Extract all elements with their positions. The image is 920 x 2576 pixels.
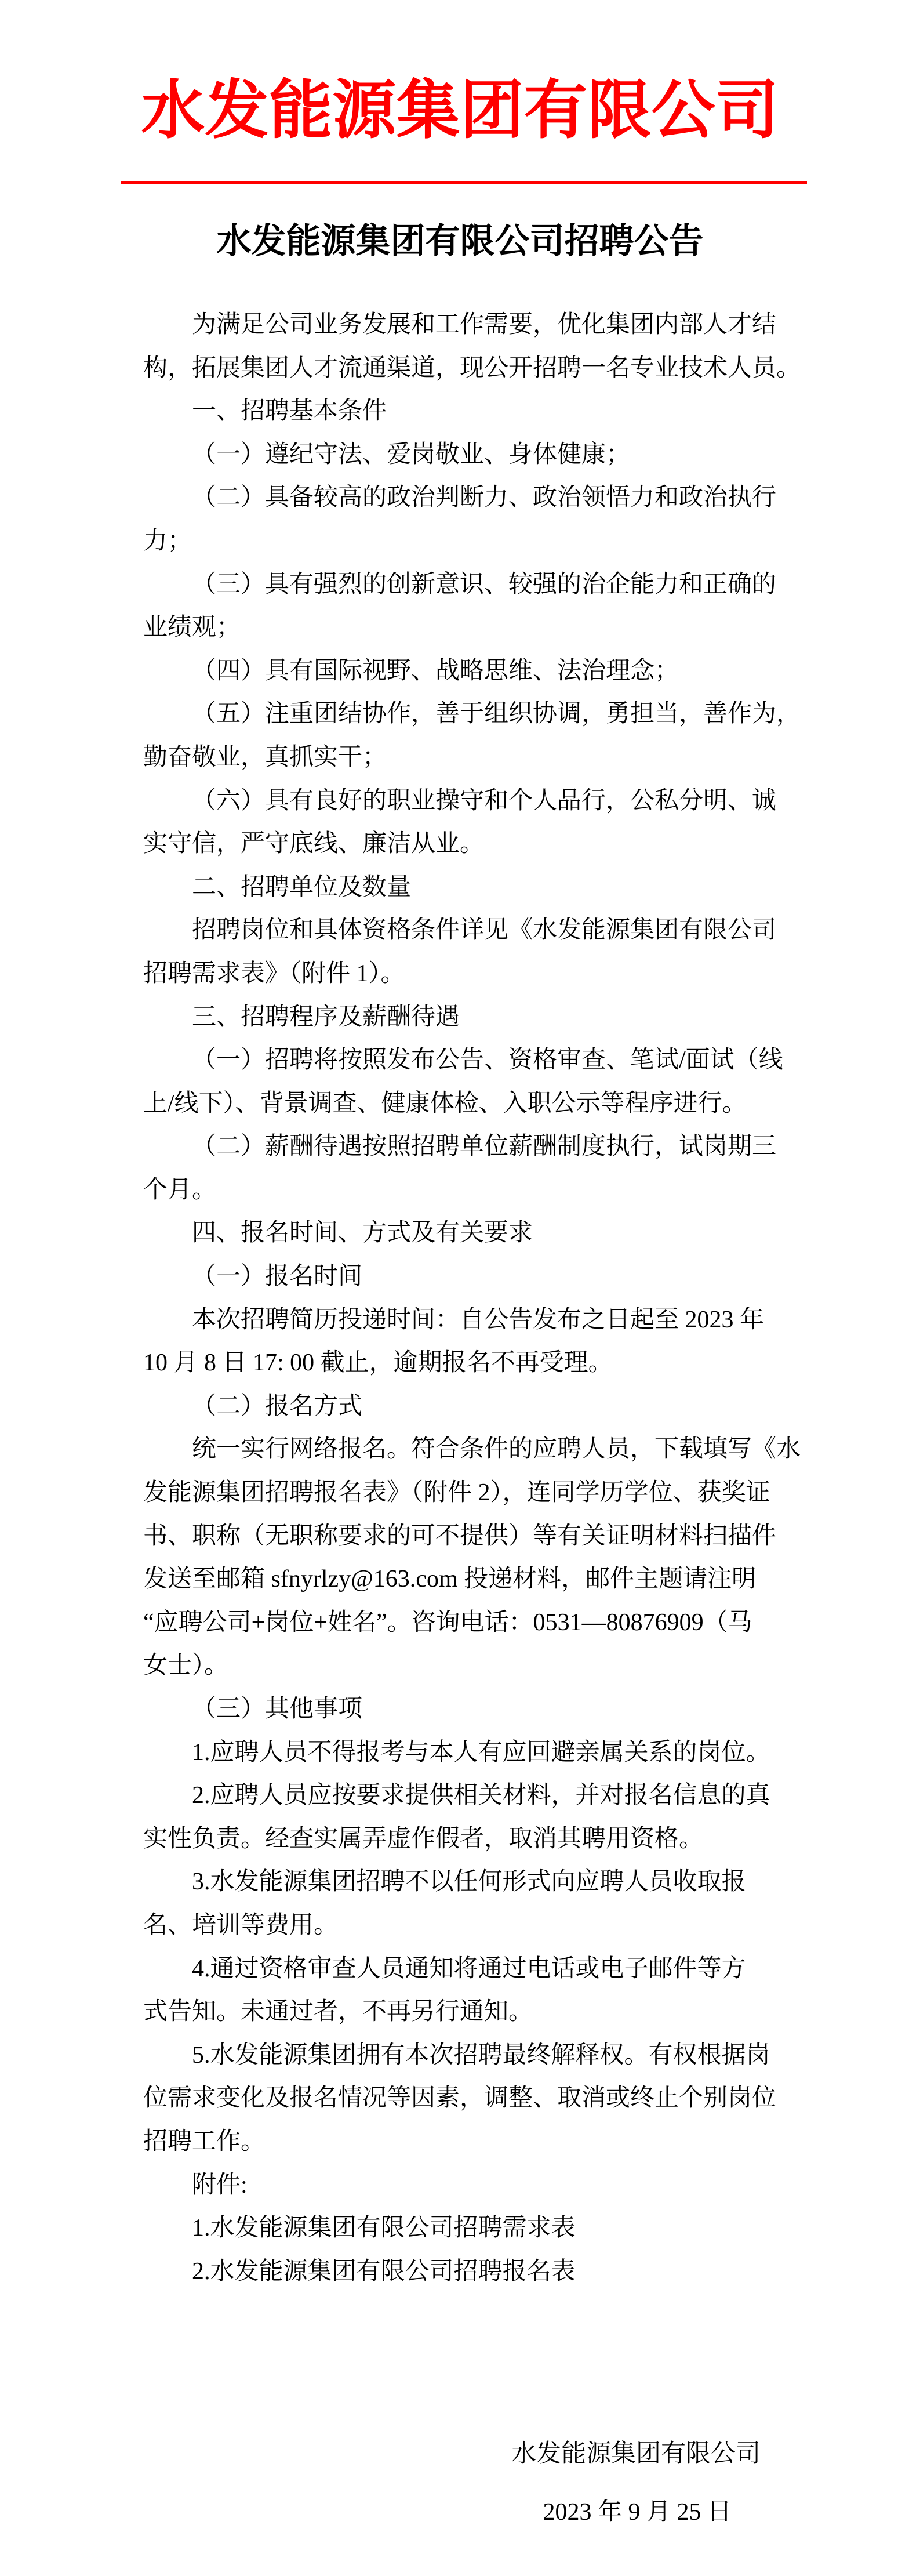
body-line: 招聘工作。 bbox=[143, 2128, 266, 2155]
body-line: 构，拓展集团人才流通渠道，现公开招聘一名专业技术人员。 bbox=[143, 354, 801, 382]
body-line: 招聘岗位和具体资格条件详见《水发能源集团有限公司 bbox=[192, 917, 777, 944]
body-line: （二）报名方式 bbox=[192, 1392, 363, 1420]
body-line: 2.水发能源集团有限公司招聘报名表 bbox=[192, 2258, 576, 2285]
body-line: （五）注重团结协作，善于组织协调，勇担当，善作为， bbox=[192, 701, 801, 728]
body-line: 1.应聘人员不得报考与本人有应回避亲属关系的岗位。 bbox=[192, 1739, 770, 1766]
body-line: （二）薪酬待遇按照招聘单位薪酬制度执行，试岗期三 bbox=[192, 1133, 777, 1160]
body-line: 二、招聘单位及数量 bbox=[192, 873, 412, 901]
body-line: 发送至邮箱 sfnyrlzy@163.com 投递材料，邮件主题请注明 bbox=[143, 1566, 757, 1593]
body-line: “应聘公司+岗位+姓名”。咨询电话：0531—80876909（马 bbox=[143, 1609, 752, 1636]
body-line: （六）具有良好的职业操守和个人品行，公私分明、诚 bbox=[192, 787, 777, 814]
body-line: 1.水发能源集团有限公司招聘需求表 bbox=[192, 2215, 576, 2242]
body-line: 书、职称（无职称要求的可不提供）等有关证明材料扫描件 bbox=[143, 1522, 777, 1550]
body-line: 四、报名时间、方式及有关要求 bbox=[192, 1220, 533, 1247]
body-line: 业绩观； bbox=[143, 614, 241, 641]
body-line: 10 月 8 日 17: 00 截止，逾期报名不再受理。 bbox=[143, 1349, 613, 1377]
signature-company: 水发能源集团有限公司 bbox=[511, 2440, 761, 2468]
body-line: 招聘需求表》（附件 1）。 bbox=[143, 960, 405, 987]
body-line: 名、培训等费用。 bbox=[143, 1911, 339, 1939]
body-line: （一）报名时间 bbox=[192, 1263, 363, 1290]
body-line: 实守信，严守底线、廉洁从业。 bbox=[143, 830, 485, 858]
body-line: 力； bbox=[143, 527, 192, 554]
body-line: 勤奋敬业，真抓实干； bbox=[143, 743, 387, 771]
body-line: （三）具有强烈的创新意识、较强的治企能力和正确的 bbox=[192, 571, 777, 598]
body-line: 一、招聘基本条件 bbox=[192, 398, 387, 425]
body-line: 本次招聘简历投递时间：自公告发布之日起至 2023 年 bbox=[192, 1306, 765, 1333]
body-line: （二）具备较高的政治判断力、政治领悟力和政治执行 bbox=[192, 484, 777, 511]
document-body bbox=[143, 303, 801, 2293]
red-divider-line bbox=[121, 181, 807, 184]
body-line: 实性负责。经查实属弄虚作假者，取消其聘用资格。 bbox=[143, 1825, 704, 1852]
body-line: 5.水发能源集团拥有本次招聘最终解释权。有权根据岗 bbox=[192, 2041, 770, 2069]
body-line: 3.水发能源集团招聘不以任何形式向应聘人员收取报 bbox=[192, 1868, 746, 1896]
company-masthead-title: 水发能源集团有限公司 bbox=[141, 75, 779, 146]
body-line: 三、招聘程序及薪酬待遇 bbox=[192, 1003, 460, 1031]
signature-date: 2023 年 9 月 25 日 bbox=[543, 2499, 732, 2526]
body-line: 4.通过资格审查人员通知将通过电话或电子邮件等方 bbox=[192, 1955, 746, 1982]
body-line: （一）招聘将按照发布公告、资格审查、笔试/面试（线 bbox=[192, 1047, 783, 1074]
body-line: 女士）。 bbox=[143, 1652, 229, 1679]
announcement-title: 水发能源集团有限公司招聘公告 bbox=[216, 222, 704, 260]
body-line: （一）遵纪守法、爱岗敬业、身体健康； bbox=[192, 441, 631, 468]
body-line: 统一实行网络报名。符合条件的应聘人员，下载填写《水 bbox=[192, 1436, 801, 1463]
body-line: 2.应聘人员应按要求提供相关材料，并对报名信息的真 bbox=[192, 1782, 770, 1809]
body-line: （四）具有国际视野、战略思维、法治理念； bbox=[192, 657, 679, 684]
body-line: 上/线下）、背景调查、健康体检、入职公示等程序进行。 bbox=[143, 1090, 747, 1117]
body-line: （三）其他事项 bbox=[192, 1696, 363, 1722]
body-line: 位需求变化及报名情况等因素，调整、取消或终止个别岗位 bbox=[143, 2085, 777, 2112]
body-line: 附件: bbox=[192, 2171, 248, 2198]
body-line: 为满足公司业务发展和工作需要，优化集团内部人才结 bbox=[192, 311, 777, 338]
body-line: 式告知。未通过者，不再另行通知。 bbox=[143, 1998, 533, 2026]
body-line: 个月。 bbox=[143, 1176, 217, 1203]
body-line: 发能源集团招聘报名表》（附件 2），连同学历学位、获奖证 bbox=[143, 1479, 770, 1507]
